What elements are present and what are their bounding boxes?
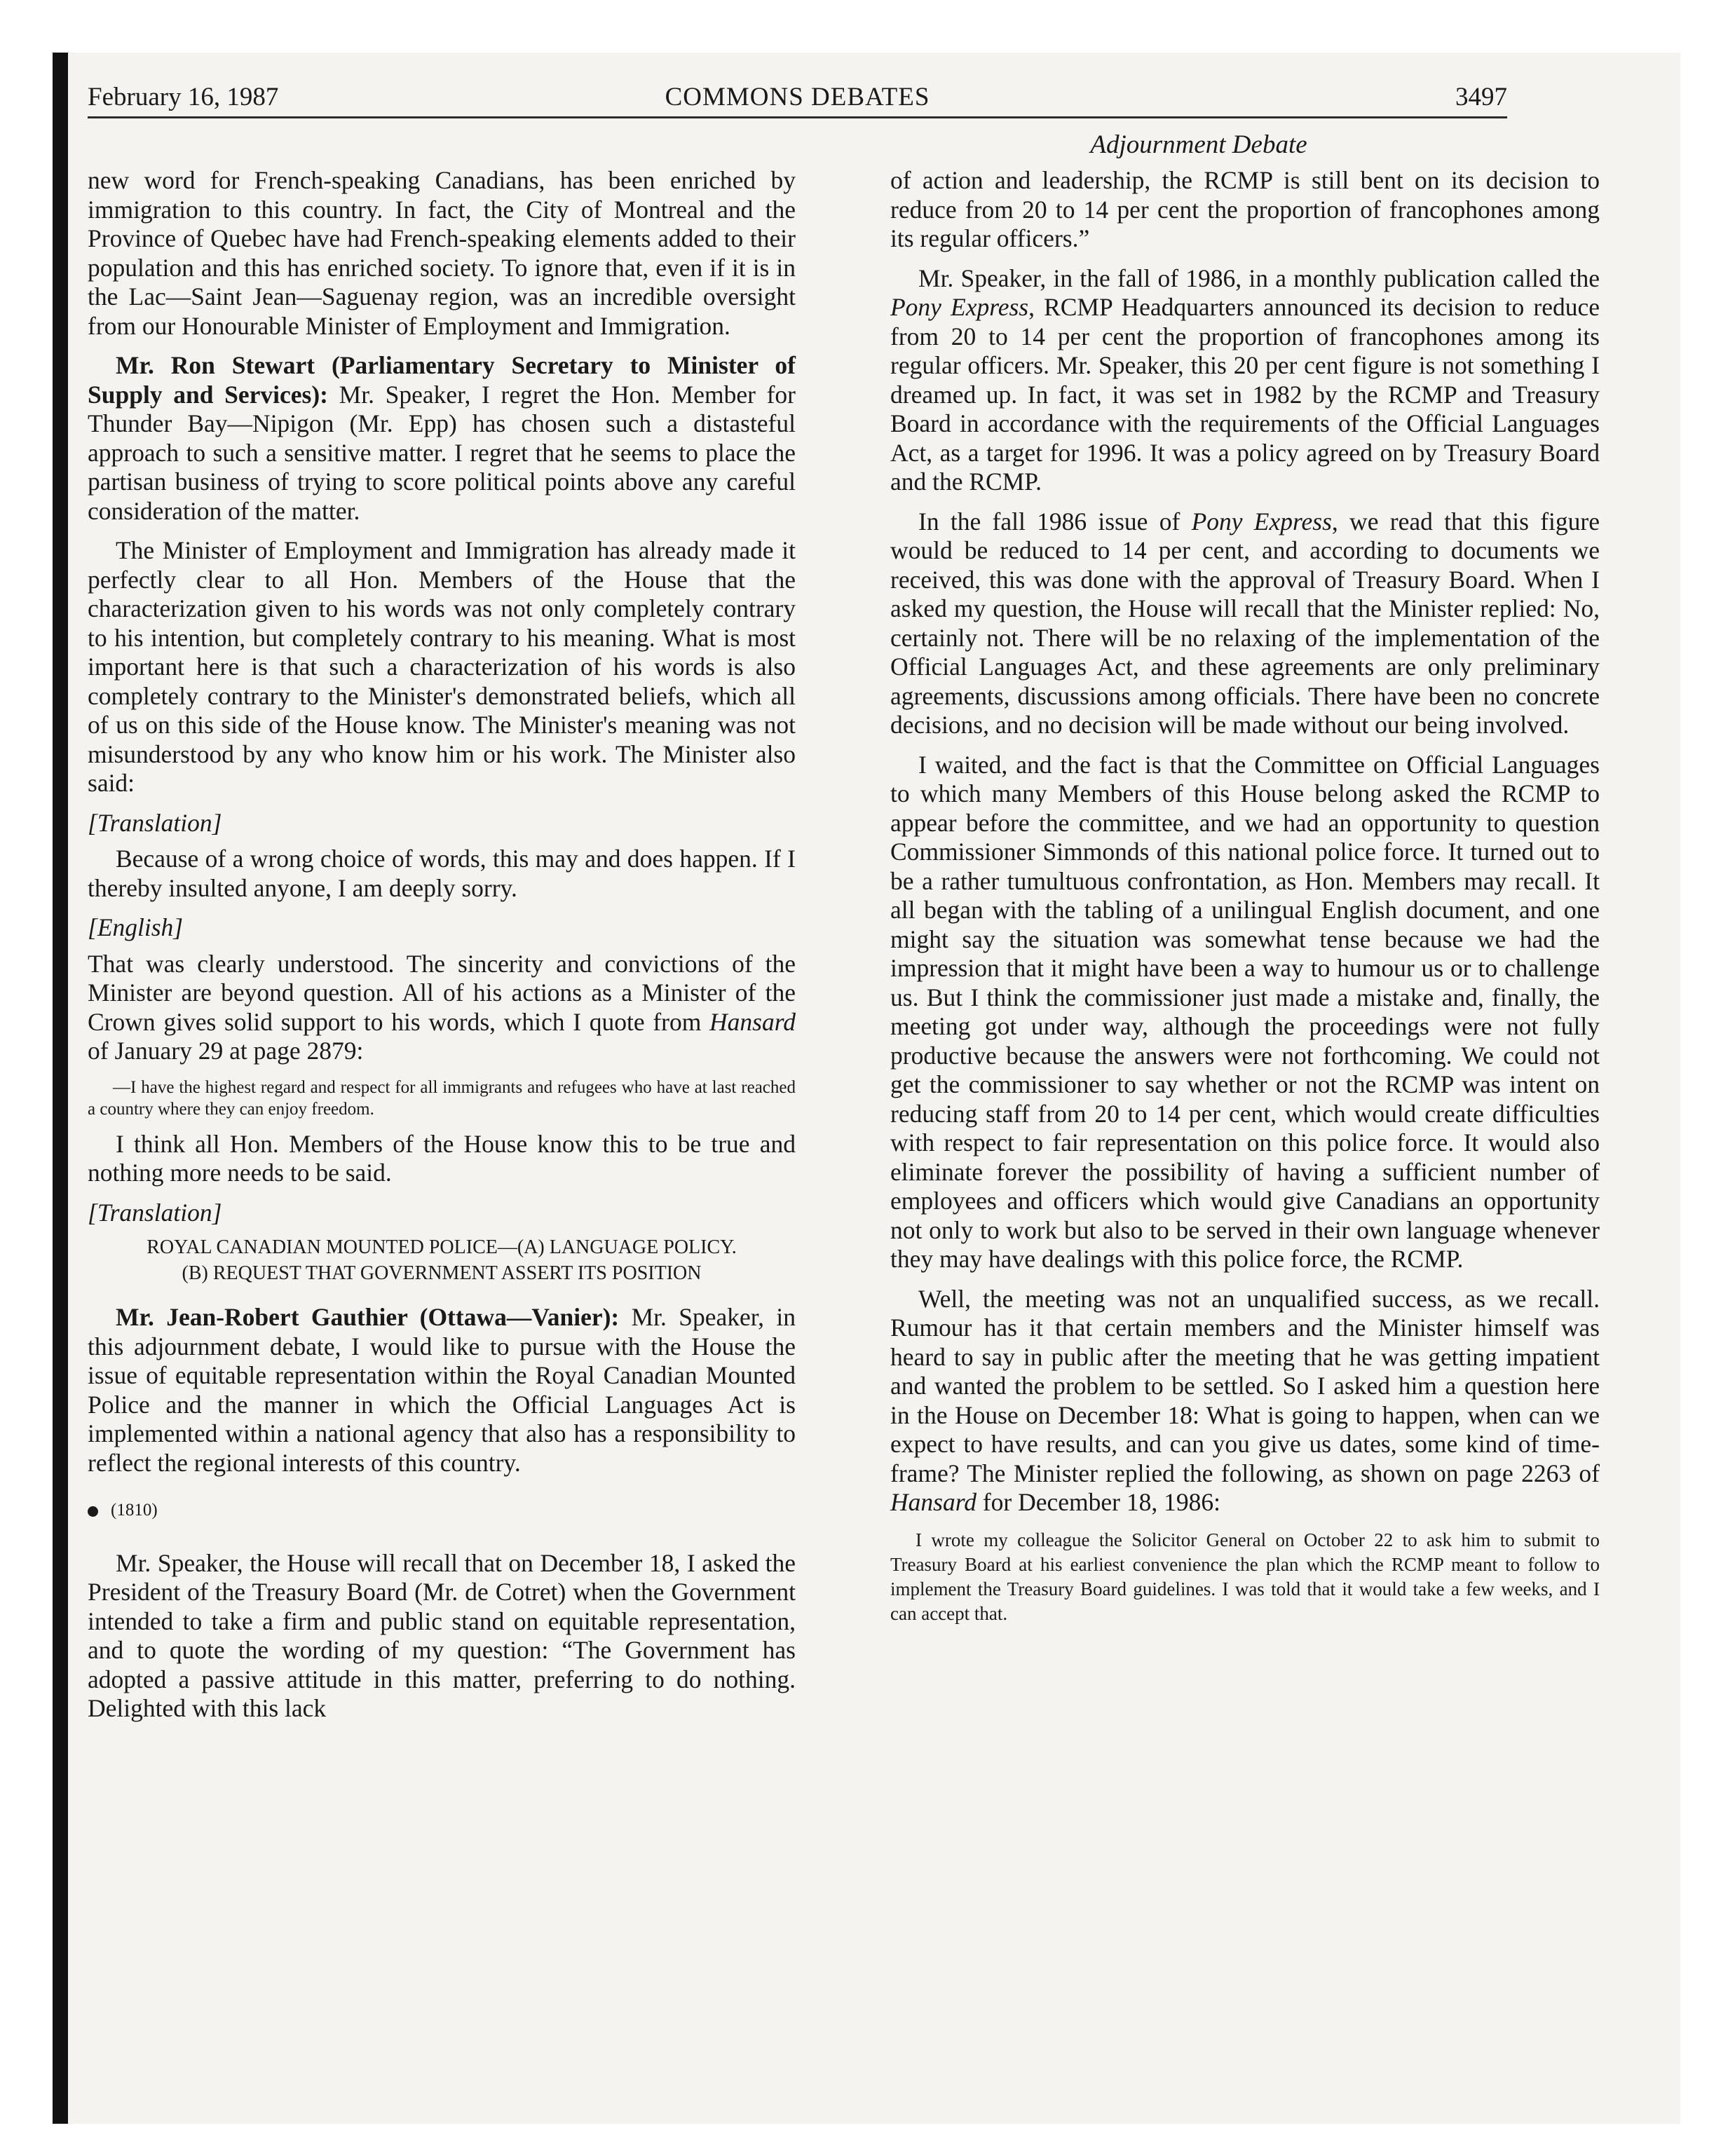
paragraph: I think all Hon. Members of the House know this to be true and nothing more needs to be said. bbox=[88, 1129, 796, 1187]
header-date: February 16, 1987 bbox=[88, 83, 279, 111]
paragraph: new word for French-speaking Canadians, has been enriched by immigration to this country. In fact, the City of Montreal and the Province of Quebec have had French-speaking elements added to their population and this has enriched society. To ignore that, even if it is in the Lac—Saint Jean—Saguenay region, was an incredible oversight from our Honourable Minister of Employment and Immigration. bbox=[88, 166, 796, 340]
running-head bbox=[88, 77, 1507, 118]
paragraph: Mr. Speaker, the House will recall that on December 18, I asked the President of the Treasury Board (Mr. de Cotret) when the Government intended to take a firm and public stand on equitable representation, and to quote the wording of my question: “The Government has adopted a passive attitude in this matter, preferring to do nothing. Delighted with this lack bbox=[88, 1548, 796, 1722]
text-run: Mr. Speaker, in the fall of 1986, in a monthly publication called the bbox=[918, 264, 1600, 292]
heading-line: (B) REQUEST THAT GOVERNMENT ASSERT ITS POSITION bbox=[182, 1262, 702, 1284]
text-run: of January 29 at page 2879: bbox=[88, 1037, 364, 1065]
paragraph bbox=[88, 1303, 796, 1478]
paragraph bbox=[890, 1285, 1600, 1517]
left-column bbox=[88, 166, 796, 1734]
speaker-name: Mr. Ron Stewart (Parliamentary Secretary to Minister of Supply and Services): bbox=[88, 351, 796, 409]
text-run: , we read that this figure would be reduced to 14 per cent, and according to documents we received, this was done with the approval of Treasury Board. When I asked my question, the House will recall that the Minister replied: No, certainly not. There will be no relaxing of the implementation of the Official Languages Act, and these agreements are only preliminary agreements, discussions among officials. There have been no concrete decisions, and no decision will be made without our being involved. bbox=[890, 507, 1600, 739]
time-marker bbox=[88, 1496, 796, 1525]
block-quote: I wrote my colleague the Solicitor General on October 22 to ask him to submit to Treasury Board at his earliest convenience the plan which the RCMP meant to follow to implement the Treasury Board guidelines. I was told that it would take a few weeks, and I can accept that. bbox=[890, 1529, 1600, 1624]
translation-marker: [Translation] bbox=[88, 808, 222, 837]
paragraph: The Minister of Employment and Immigration has already made it perfectly clear to all Hon. Members of the House that the characterization given to his words was not only completely contrary to his intention, but completely contrary to his meaning. What is most important here is that such a characterization of his words is also completely contrary to the Minister's demonstrated beliefs, which all of us on this side of the House know. The Minister's meaning was not misunderstood by any who know him or his work. The Minister also said: bbox=[88, 536, 796, 797]
time-text: (1810) bbox=[111, 1501, 158, 1520]
translation-marker: [Translation] bbox=[88, 1198, 222, 1227]
right-column bbox=[890, 166, 1600, 1636]
block-quote: —I have the highest regard and respect for all immigrants and refugees who have at last reached a country where they can enjoy freedom. bbox=[88, 1077, 796, 1119]
publication-name: Pony Express bbox=[1191, 507, 1332, 535]
publication-name: Hansard bbox=[890, 1488, 977, 1516]
paragraph: I waited, and the fact is that the Committee on Official Languages to which many Members of this House belong asked the RCMP to appear before the committee, and we had an opportunity to question Commissioner Simmonds of this national police force. It turned out to be a rather tumultuous confrontation, as Hon. Members may recall. It all began with the tabling of a unilingual English document, and one might say the situation was somewhat tense because we had the impression that it might have been a way to humour us or to challenge us. But I think the commissioner just made a mistake and, finally, the meeting got under way, although the proceedings were not fully productive because the answers were not forthcoming. We could not get the commissioner to say whether or not the RCMP was intent on reducing staff from 20 to 14 per cent, which would create difficulties with respect to fair representation on this police force. It would also eliminate forever the possibility of having a sufficient number of employees and officers which would give Canadians an opportunity not only to work but also to be served in their own language whenever they may have dealings with this police force, the RCMP. bbox=[890, 750, 1600, 1273]
page-number: 3497 bbox=[1455, 83, 1507, 111]
text-run: In the fall 1986 issue of bbox=[918, 507, 1192, 535]
paragraph bbox=[890, 264, 1600, 497]
speech-text: Mr. Speaker, I regret the Hon. Member for Thunder Bay—Nipigon (Mr. Epp) has chosen such a distasteful approach to such a sensitive matter. I regret that he seems to place the partisan business of trying to score political points above any careful consideration of the matter. bbox=[88, 380, 796, 525]
paragraph bbox=[88, 351, 796, 526]
paragraph bbox=[88, 950, 796, 1066]
section-title: Adjournment Debate bbox=[1090, 130, 1307, 159]
debate-heading bbox=[88, 1234, 796, 1286]
heading-line: ROYAL CANADIAN MOUNTED POLICE—(A) LANGUAGE POLICY. bbox=[147, 1236, 737, 1258]
speech-text: Mr. Speaker, in this adjournment debate, I would like to pursue with the House the issue of equitable representation within the Royal Canadian Mounted Police and the manner in which the Official Languages Act is implemented within a national agency that also has a responsibility to reflect the regional interests of this country. bbox=[88, 1303, 796, 1477]
text-run: for December 18, 1986: bbox=[976, 1488, 1220, 1516]
publication-name: Pony Express bbox=[890, 293, 1029, 321]
paragraph bbox=[890, 507, 1600, 740]
paragraph: Because of a wrong choice of words, this may and does happen. If I thereby insulted anyone, I am deeply sorry. bbox=[88, 845, 796, 902]
paragraph: of action and leadership, the RCMP is still bent on its decision to reduce from 20 to 14 per cent the proportion of francophones among its regular officers.” bbox=[890, 166, 1600, 252]
publication-name: Hansard bbox=[709, 1007, 796, 1036]
bullet-icon bbox=[88, 1506, 98, 1517]
speaker-name: Mr. Jean-Robert Gauthier (Ottawa—Vanier): bbox=[116, 1303, 620, 1331]
scan-edge bbox=[53, 53, 68, 2124]
header-title: COMMONS DEBATES bbox=[665, 83, 930, 111]
text-run: Well, the meeting was not an unqualified success, as we recall. Rumour has it that certain members and the Minister himself was heard to say in public after the meeting that he was getting impatient and wanted the problem to be settled. So I asked him a question here in the House on December 18: What is going to happen, when can we expect to have results, and can you give us dates, some kind of time-frame? The Minister replied the following, as shown on page 2263 of bbox=[890, 1284, 1600, 1487]
text-run: That was clearly understood. The sincerity and convictions of the Minister are beyond question. All of his actions as a Minister of the Crown gives solid support to his words, which I quote from bbox=[88, 949, 796, 1036]
text-run: , RCMP Headquarters announced its decision to reduce from 20 to 14 per cent the proportion of francophones among its regular officers. Mr. Speaker, this 20 per cent figure is not something I dreamed up. In fact, it was set in 1982 by the RCMP and Treasury Board in accordance with the requirements of the Official Languages Act, as a target for 1996. It was a policy agreed on by Treasury Board and the RCMP. bbox=[890, 293, 1600, 496]
english-marker: [English] bbox=[88, 913, 184, 941]
